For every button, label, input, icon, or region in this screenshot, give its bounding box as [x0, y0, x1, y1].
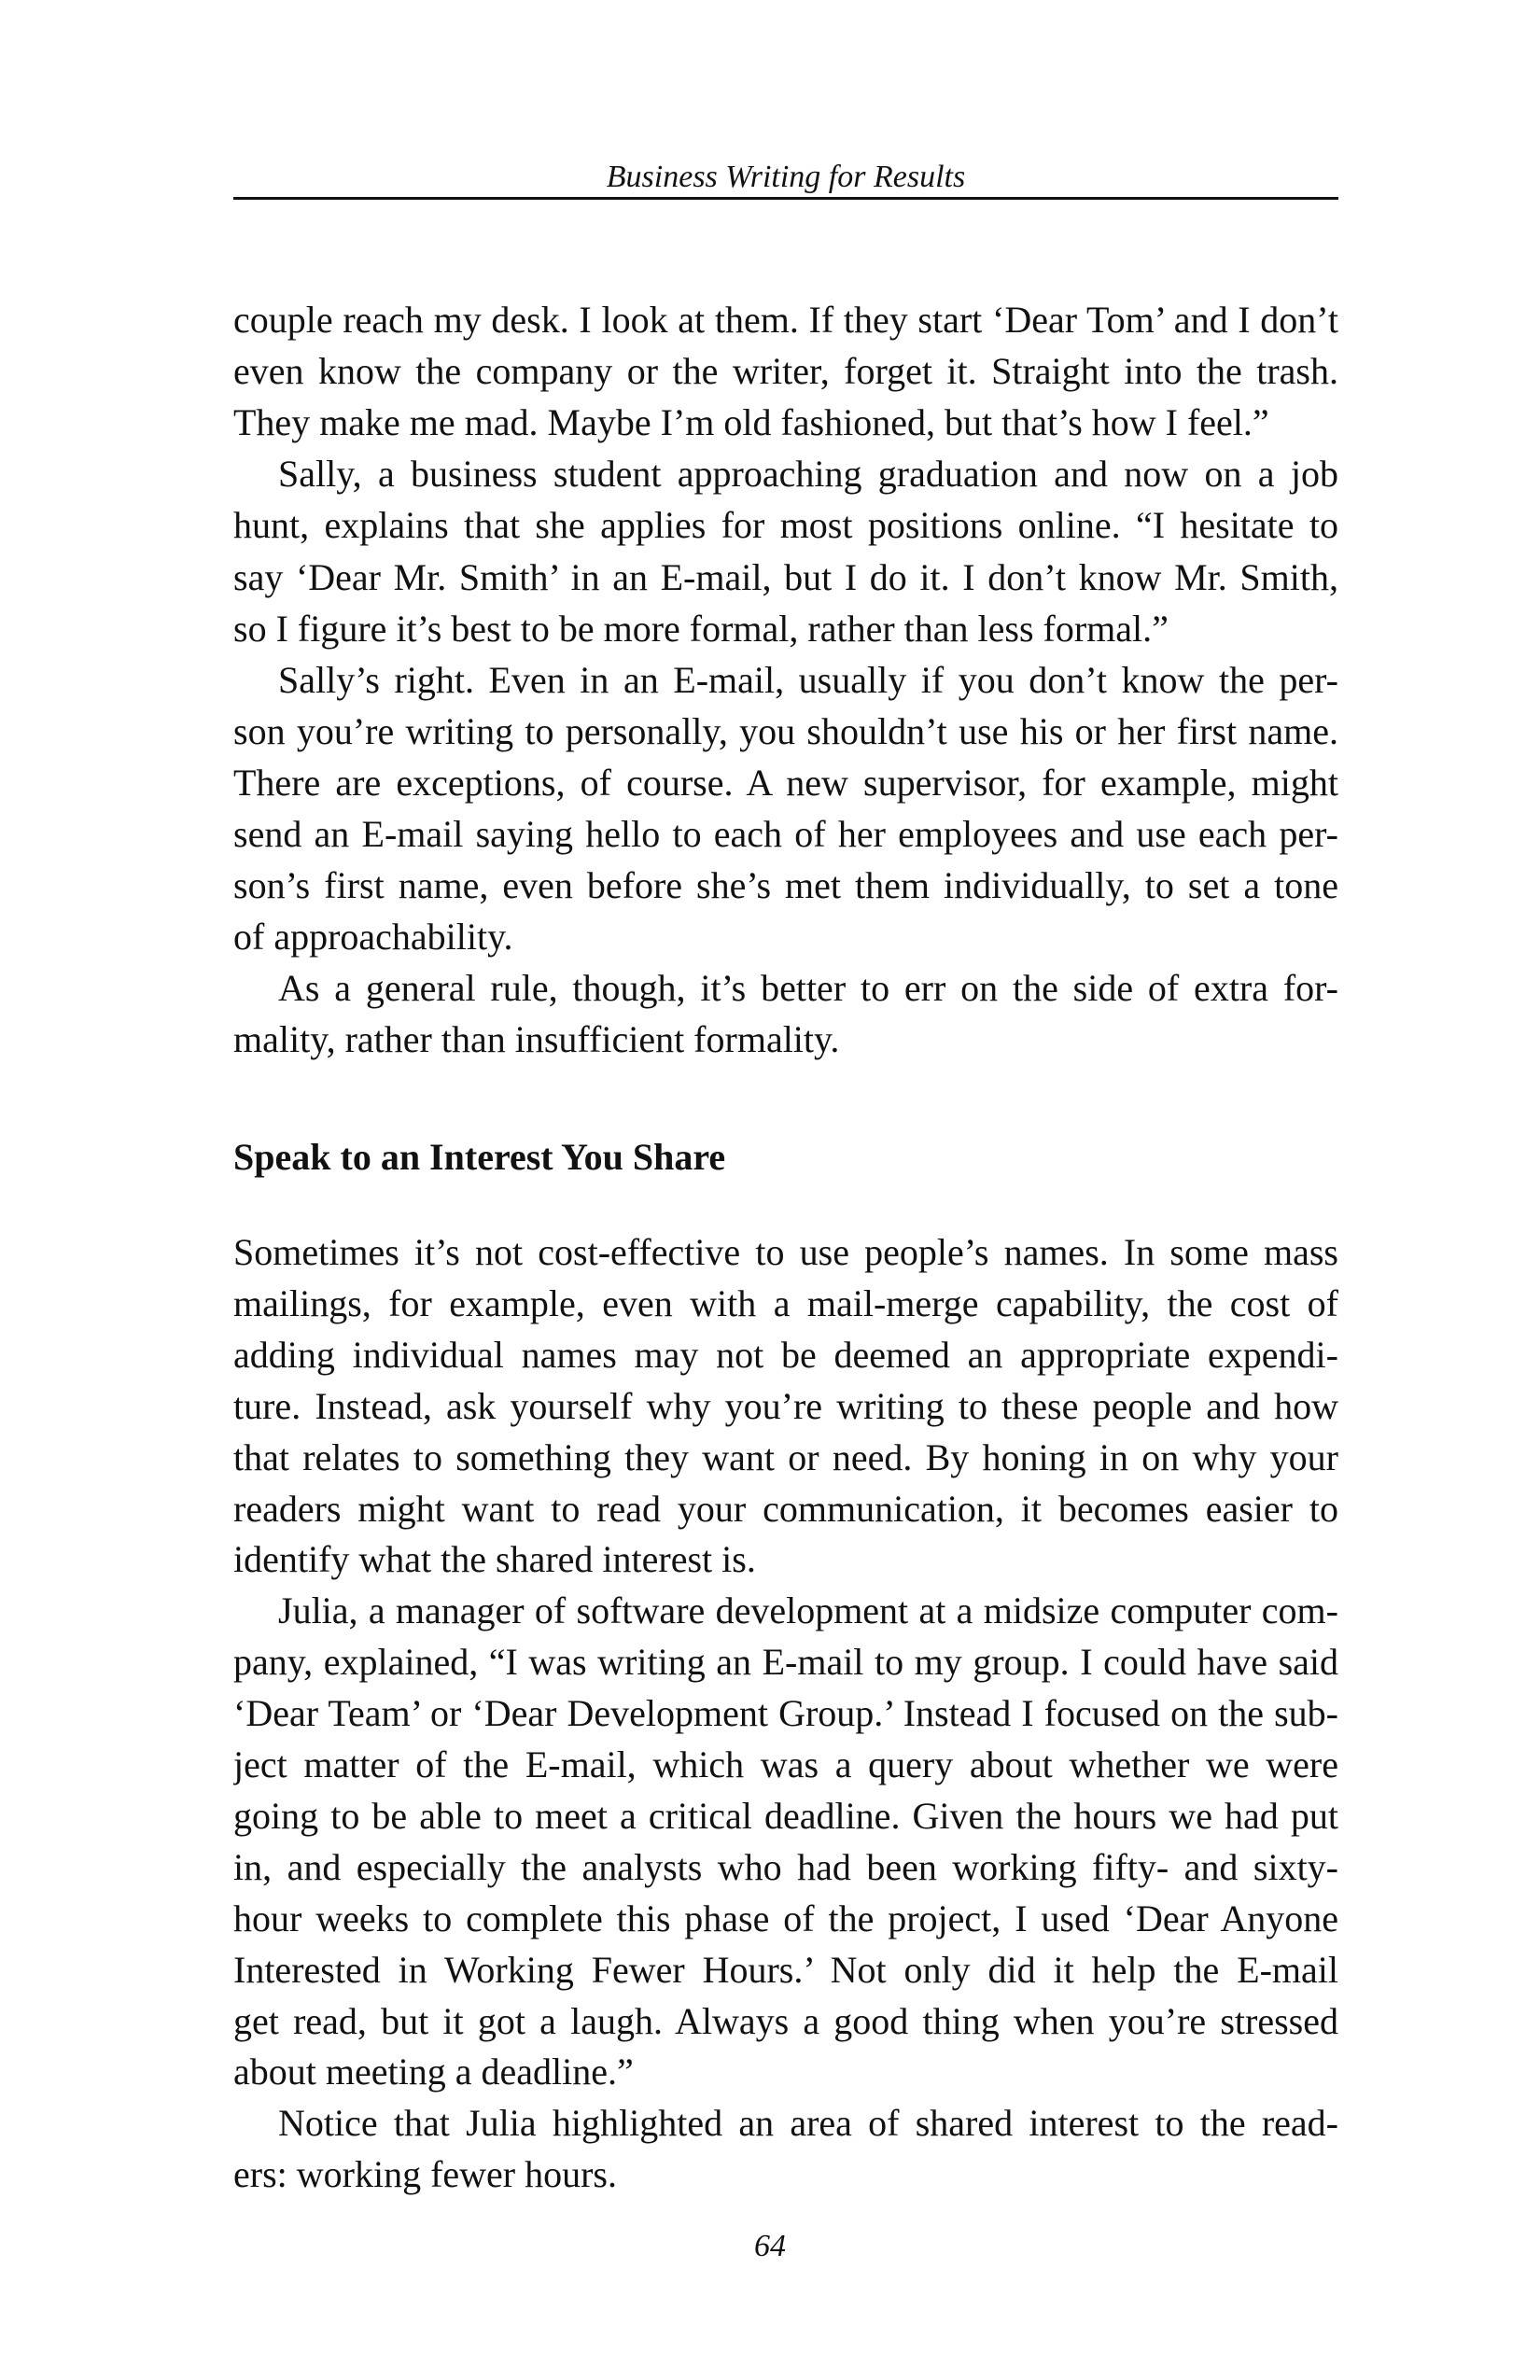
text-line: pany, explained, “I was writing an E-mail to my group. I could have said — [233, 1641, 1338, 1684]
text-line: say ‘Dear Mr. Smith’ in an E-mail, but I do it. I don’t know Mr. Smith, — [233, 555, 1338, 598]
text-line: mailings, for example, even with a mail-merge capability, the cost of — [233, 1281, 1338, 1324]
text-line: adding individual names may not be deemed an appropriate expendi- — [233, 1333, 1338, 1376]
text-line: readers might want to read your communication, it becomes easier to — [233, 1487, 1338, 1530]
header-rule — [233, 197, 1338, 200]
text-line: ture. Instead, ask yourself why you’re writing to these people and how — [233, 1384, 1338, 1427]
text-line: identify what the shared interest is. — [233, 1538, 756, 1581]
page-number: 64 — [754, 2229, 786, 2263]
text-line: ject matter of the E-mail, which was a query about whether we were — [233, 1743, 1338, 1785]
text-line: son’s first name, even before she’s met them individually, to set a tone — [233, 864, 1338, 907]
text-line: ers: working fewer hours. — [233, 2153, 617, 2196]
text-line: even know the company or the writer, forget it. Straight into the trash. — [233, 350, 1338, 393]
section-heading: Speak to an Interest You Share — [233, 1136, 726, 1178]
text-line: hunt, explains that she applies for most positions online. “I hesitate to — [233, 504, 1338, 547]
text-line: Notice that Julia highlighted an area of shared interest to the read- — [278, 2102, 1338, 2145]
text-line: so I figure it’s best to be more formal, rather than less formal.” — [233, 607, 1169, 650]
text-line: that relates to something they want or need. By honing in on why your — [233, 1435, 1338, 1478]
text-line: get read, but it got a laugh. Always a good thing when you’re stressed — [233, 1999, 1338, 2042]
text-line: Sally’s right. Even in an E-mail, usually if you don’t know the per- — [278, 658, 1338, 701]
text-line: mality, rather than insufficient formality. — [233, 1018, 840, 1061]
text-line: hour weeks to complete this phase of the project, I used ‘Dear Anyone — [233, 1897, 1338, 1939]
text-line: son you’re writing to personally, you shouldn’t use his or her first name. — [233, 709, 1338, 752]
text-line: Julia, a manager of software development at a midsize computer com- — [278, 1589, 1338, 1632]
text-line: ‘Dear Team’ or ‘Dear Development Group.’ Instead I focused on the sub- — [233, 1692, 1338, 1735]
text-line: Interested in Working Fewer Hours.’ Not only did it help the E-mail — [233, 1948, 1338, 1991]
text-line: couple reach my desk. I look at them. If they start ‘Dear Tom’ and I don’t — [233, 299, 1338, 341]
text-line: in, and especially the analysts who had been working fifty- and sixty- — [233, 1845, 1338, 1888]
text-line: about meeting a deadline.” — [233, 2051, 634, 2093]
text-line: They make me mad. Maybe I’m old fashioned, but that’s how I feel.” — [233, 401, 1269, 444]
text-line: Sometimes it’s not cost-effective to use people’s names. In some mass — [233, 1231, 1338, 1273]
text-line: of approachability. — [233, 916, 513, 959]
text-line: Sally, a business student approaching graduation and now on a job — [278, 453, 1338, 496]
text-line: There are exceptions, of course. A new supervisor, for example, might — [233, 761, 1338, 804]
text-line: send an E-mail saying hello to each of her employees and use each per- — [233, 813, 1338, 855]
running-header: Business Writing for Results — [606, 160, 966, 194]
text-line: going to be able to meet a critical deadline. Given the hours we had put — [233, 1794, 1338, 1837]
text-line: As a general rule, though, it’s better to err on the side of extra for- — [278, 967, 1338, 1010]
